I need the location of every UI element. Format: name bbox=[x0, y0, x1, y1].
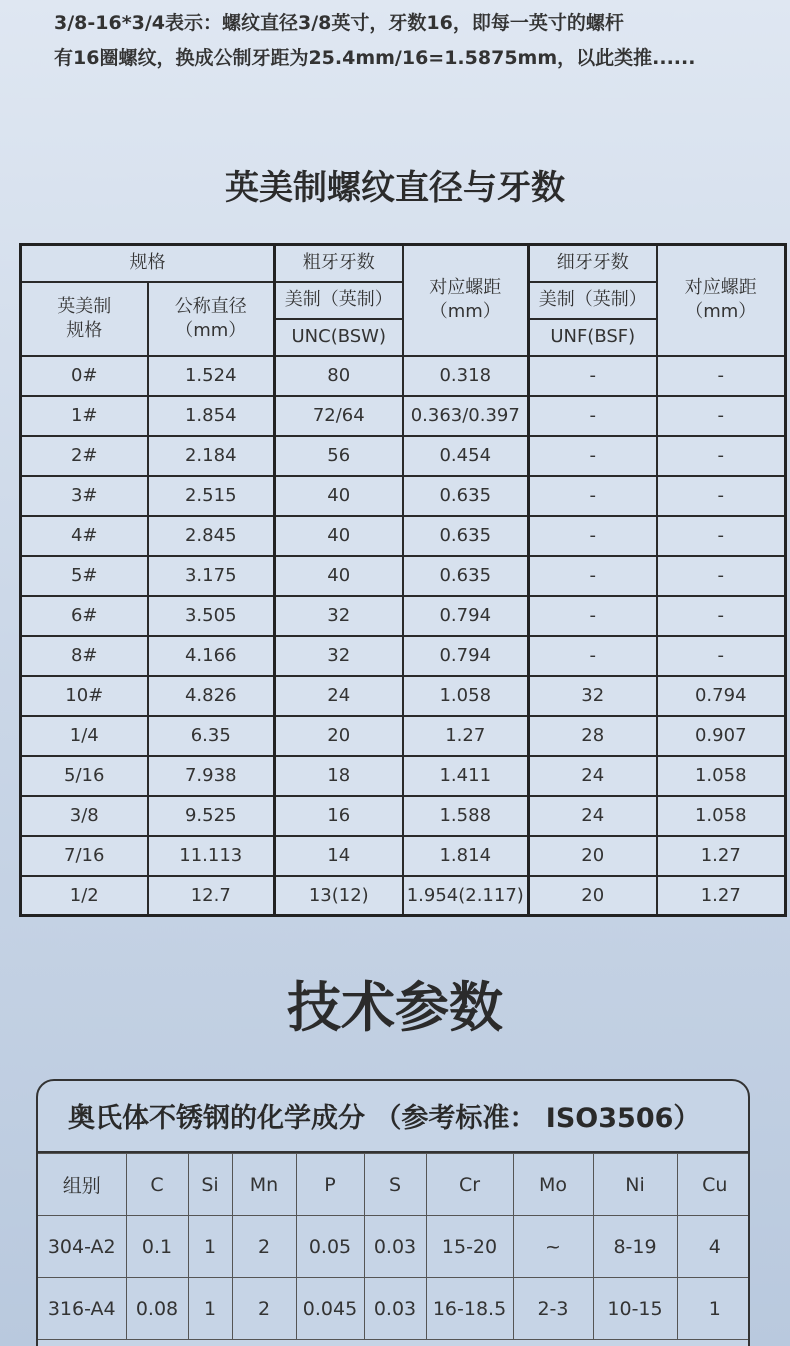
thread-cell: - bbox=[529, 396, 657, 436]
thread-cell: - bbox=[657, 556, 786, 596]
chem-row-cell: 0.045 bbox=[296, 1278, 364, 1340]
thread-cell: 20 bbox=[529, 836, 657, 876]
spec-header: 规格 bbox=[21, 245, 275, 282]
thread-row bbox=[21, 636, 786, 676]
thread-cell: 2.515 bbox=[148, 476, 275, 516]
intro-line-2: 有16圈螺纹，换成公制牙距为25.4mm/16=1.5875mm，以此类推...... bbox=[54, 47, 696, 69]
thread-cell: 11.113 bbox=[148, 836, 275, 876]
thread-cell: 7.938 bbox=[148, 756, 275, 796]
thread-cell: 1.954(2.117) bbox=[403, 876, 529, 916]
chem-row bbox=[38, 1278, 750, 1340]
thread-cell: 16 bbox=[275, 796, 403, 836]
thread-cell: - bbox=[529, 556, 657, 596]
thread-cell: - bbox=[657, 436, 786, 476]
thread-cell: 0.363/0.397 bbox=[403, 396, 529, 436]
thread-cell: 1.058 bbox=[657, 796, 786, 836]
intro-text bbox=[54, 6, 774, 76]
thread-cell: 1.524 bbox=[148, 356, 275, 396]
thread-cell: 32 bbox=[529, 676, 657, 716]
thread-row bbox=[21, 876, 786, 916]
thread-cell: 0.794 bbox=[657, 676, 786, 716]
coarse-sub-header: 美制（英制） bbox=[275, 282, 403, 319]
thread-cell: 0.635 bbox=[403, 516, 529, 556]
chem-header-row-cell: Mo bbox=[513, 1154, 593, 1216]
thread-cell: 9.525 bbox=[148, 796, 275, 836]
chem-row-cell: 316-A4 bbox=[38, 1278, 126, 1340]
thread-row bbox=[21, 356, 786, 396]
thread-cell: 18 bbox=[275, 756, 403, 796]
coarse-std-header: UNC(BSW) bbox=[275, 319, 403, 356]
thread-cell: - bbox=[529, 636, 657, 676]
chem-row-cell: 2 bbox=[232, 1278, 296, 1340]
thread-cell: 6# bbox=[21, 596, 148, 636]
thread-row bbox=[21, 396, 786, 436]
chem-row bbox=[38, 1216, 750, 1278]
thread-cell: 2# bbox=[21, 436, 148, 476]
chem-row-cell: 0.05 bbox=[296, 1216, 364, 1278]
thread-cell: - bbox=[657, 476, 786, 516]
thread-cell: 24 bbox=[275, 676, 403, 716]
chem-composition-box bbox=[36, 1079, 750, 1346]
chem-row-cell: 0.1 bbox=[126, 1216, 188, 1278]
thread-cell: - bbox=[657, 396, 786, 436]
thread-cell: 0.635 bbox=[403, 556, 529, 596]
diameter-header: 公称直径 （mm） bbox=[148, 282, 275, 356]
chem-header-row bbox=[38, 1154, 750, 1216]
thread-cell: 4# bbox=[21, 516, 148, 556]
chem-row-cell: 8-19 bbox=[593, 1216, 677, 1278]
thread-cell: 13(12) bbox=[275, 876, 403, 916]
chem-row-cell: 1 bbox=[677, 1278, 750, 1340]
thread-cell: 80 bbox=[275, 356, 403, 396]
fine-pitch-header: 对应螺距 （mm） bbox=[657, 245, 786, 356]
chem-header-row-cell: Ni bbox=[593, 1154, 677, 1216]
chem-row-cell: 10-15 bbox=[593, 1278, 677, 1340]
chem-header-row-cell: Cr bbox=[426, 1154, 513, 1216]
thread-cell: 20 bbox=[529, 876, 657, 916]
chem-composition-title: 奥氏体不锈钢的化学成分 （参考标准： ISO3506） bbox=[38, 1081, 748, 1153]
thread-row bbox=[21, 676, 786, 716]
coarse-header: 粗牙牙数 bbox=[275, 245, 403, 282]
thread-cell: - bbox=[529, 356, 657, 396]
thread-cell: 1.854 bbox=[148, 396, 275, 436]
chem-header-row-cell: S bbox=[364, 1154, 426, 1216]
thread-row bbox=[21, 516, 786, 556]
thread-cell: 1.27 bbox=[657, 836, 786, 876]
thread-cell: 1# bbox=[21, 396, 148, 436]
chem-row-cell: 304-A2 bbox=[38, 1216, 126, 1278]
thread-cell: 1.058 bbox=[657, 756, 786, 796]
thread-row bbox=[21, 796, 786, 836]
thread-cell: 7/16 bbox=[21, 836, 148, 876]
chem-row-cell: 15-20 bbox=[426, 1216, 513, 1278]
thread-cell: 1.588 bbox=[403, 796, 529, 836]
thread-cell: 72/64 bbox=[275, 396, 403, 436]
thread-cell: 4.826 bbox=[148, 676, 275, 716]
thread-cell: 1.814 bbox=[403, 836, 529, 876]
fine-sub-header: 美制（英制） bbox=[529, 282, 657, 319]
thread-table-title: 英美制螺纹直径与牙数 bbox=[225, 168, 565, 208]
thread-cell: 32 bbox=[275, 596, 403, 636]
coarse-pitch-header: 对应螺距 （mm） bbox=[403, 245, 529, 356]
thread-cell: 0# bbox=[21, 356, 148, 396]
chem-header-row-cell: C bbox=[126, 1154, 188, 1216]
thread-cell: 1.27 bbox=[657, 876, 786, 916]
chem-composition-table bbox=[38, 1153, 750, 1340]
thread-cell: 0.907 bbox=[657, 716, 786, 756]
thread-cell: - bbox=[529, 476, 657, 516]
thread-cell: 6.35 bbox=[148, 716, 275, 756]
thread-spec-table bbox=[19, 243, 787, 917]
thread-cell: 5# bbox=[21, 556, 148, 596]
thread-cell: 1.058 bbox=[403, 676, 529, 716]
thread-cell: - bbox=[529, 436, 657, 476]
thread-cell: 3# bbox=[21, 476, 148, 516]
thread-cell: 32 bbox=[275, 636, 403, 676]
thread-row bbox=[21, 716, 786, 756]
chem-row-cell: ~ bbox=[513, 1216, 593, 1278]
thread-cell: 5/16 bbox=[21, 756, 148, 796]
thread-cell: 1.27 bbox=[403, 716, 529, 756]
thread-cell: 1.411 bbox=[403, 756, 529, 796]
thread-cell: 3.175 bbox=[148, 556, 275, 596]
thread-cell: 1/2 bbox=[21, 876, 148, 916]
chem-row-cell: 0.08 bbox=[126, 1278, 188, 1340]
chem-header-row-cell: Si bbox=[188, 1154, 232, 1216]
thread-cell: 56 bbox=[275, 436, 403, 476]
thread-cell: 40 bbox=[275, 476, 403, 516]
thread-cell: 12.7 bbox=[148, 876, 275, 916]
thread-cell: 0.454 bbox=[403, 436, 529, 476]
thread-cell: 0.635 bbox=[403, 476, 529, 516]
thread-cell: 20 bbox=[275, 716, 403, 756]
chem-row-cell: 0.03 bbox=[364, 1216, 426, 1278]
thread-cell: 10# bbox=[21, 676, 148, 716]
thread-cell: - bbox=[657, 596, 786, 636]
thread-cell: - bbox=[657, 356, 786, 396]
tech-params-title: 技术参数 bbox=[287, 976, 503, 1039]
thread-row bbox=[21, 756, 786, 796]
chem-header-row-cell: 组别 bbox=[38, 1154, 126, 1216]
thread-cell: 24 bbox=[529, 756, 657, 796]
spec-col-header: 英美制 规格 bbox=[21, 282, 148, 356]
thread-cell: 28 bbox=[529, 716, 657, 756]
intro-line-1: 3/8-16*3/4表示：螺纹直径3/8英寸，牙数16，即每一英寸的螺杆 bbox=[54, 12, 624, 34]
thread-cell: - bbox=[657, 636, 786, 676]
thread-cell: 3/8 bbox=[21, 796, 148, 836]
thread-cell: 2.184 bbox=[148, 436, 275, 476]
thread-cell: 8# bbox=[21, 636, 148, 676]
thread-cell: 24 bbox=[529, 796, 657, 836]
thread-cell: - bbox=[529, 516, 657, 556]
thread-row bbox=[21, 436, 786, 476]
thread-cell: 0.794 bbox=[403, 596, 529, 636]
chem-row-cell: 2 bbox=[232, 1216, 296, 1278]
thread-cell: 0.794 bbox=[403, 636, 529, 676]
thread-cell: 3.505 bbox=[148, 596, 275, 636]
thread-row bbox=[21, 476, 786, 516]
thread-cell: 14 bbox=[275, 836, 403, 876]
chem-row-cell: 1 bbox=[188, 1216, 232, 1278]
chem-header-row-cell: P bbox=[296, 1154, 364, 1216]
thread-cell: 40 bbox=[275, 556, 403, 596]
thread-cell: 4.166 bbox=[148, 636, 275, 676]
fine-std-header: UNF(BSF) bbox=[529, 319, 657, 356]
chem-header-row-cell: Mn bbox=[232, 1154, 296, 1216]
chem-row-cell: 16-18.5 bbox=[426, 1278, 513, 1340]
fine-header: 细牙牙数 bbox=[529, 245, 657, 282]
chem-row-cell: 1 bbox=[188, 1278, 232, 1340]
thread-cell: 40 bbox=[275, 516, 403, 556]
chem-row-cell: 2-3 bbox=[513, 1278, 593, 1340]
thread-row bbox=[21, 596, 786, 636]
thread-cell: 0.318 bbox=[403, 356, 529, 396]
thread-row bbox=[21, 836, 786, 876]
chem-header-row-cell: Cu bbox=[677, 1154, 750, 1216]
thread-cell: 1/4 bbox=[21, 716, 148, 756]
thread-cell: 2.845 bbox=[148, 516, 275, 556]
chem-row-cell: 0.03 bbox=[364, 1278, 426, 1340]
thread-cell: - bbox=[529, 596, 657, 636]
thread-row bbox=[21, 556, 786, 596]
thread-cell: - bbox=[657, 516, 786, 556]
chem-row-cell: 4 bbox=[677, 1216, 750, 1278]
